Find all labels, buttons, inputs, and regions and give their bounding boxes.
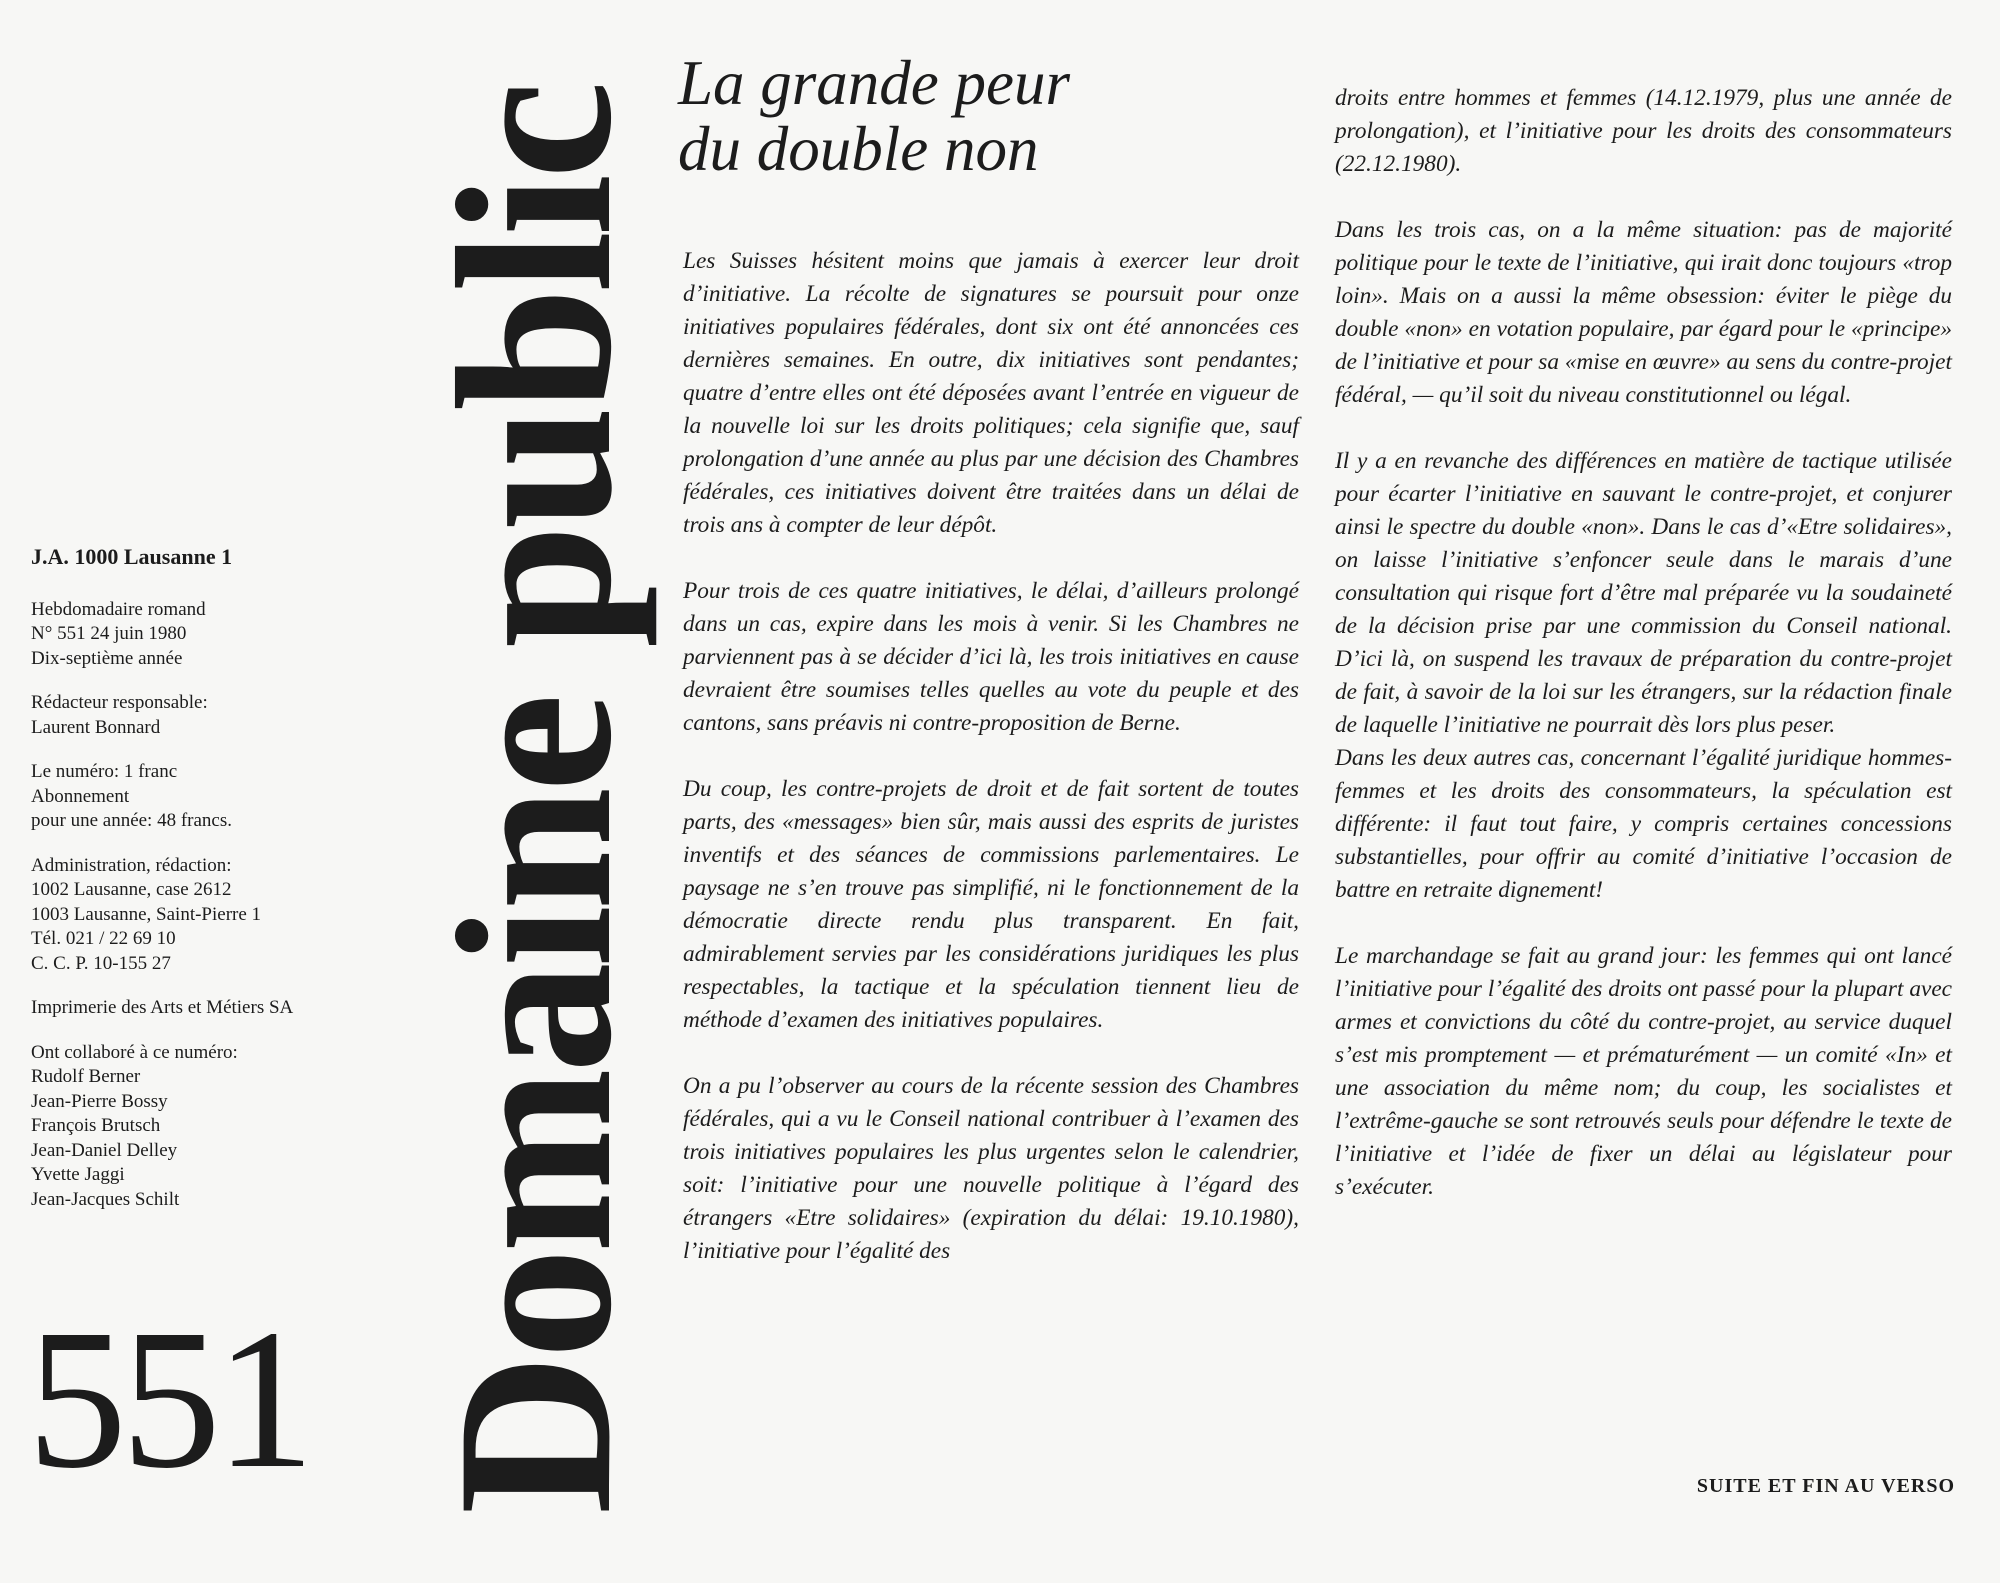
masthead-area [412,85,658,1515]
price-info [31,760,381,834]
admin-ccp: C. C. P. 10-155 27 [31,952,171,974]
article-column-middle [683,245,1299,1301]
printer-info [31,996,381,1021]
article-paragraph: Le marchandage se fait au grand jour: les femmes qui ont lancé l’initiative pour l’égalité des droits ont passé pour la plupart avec armes et convictions du côté du contre-projet, au service duquel s’est mis promptement — et prématurément — un comité «In» et une association du même nom; du coup, les socialistes et l’extrême-gauche se sont retrouvés seuls pour défendre le texte de l’initiative et l’idée de fixer un délai au législateur pour s’exécuter. [1335,943,1952,1200]
admin-address-1: 1002 Lausanne, case 2612 [31,879,232,900]
contributor-name: Jean-Daniel Delley [31,1139,178,1161]
editor-name: Laurent Bonnard [31,716,161,738]
continuation-note: SUITE ET FIN AU VERSO [1696,1475,1955,1497]
subscription-label: Abonnement [31,785,130,807]
article-paragraph: On a pu l’observer au cours de la récente session des Chambres fédérales, qui a vu le Conseil national contribuer à l’examen des trois initiatives populaires les plus urgentes selon le calendrier, soit: l’initiative pour une nouvelle politique à l’égard des étrangers «Etre solidaires» (expiration du délai: 19.10.1980), l’initiative pour l’égalité des [683,1073,1299,1264]
contributors-label: Ont collaboré à ce numéro: [31,1041,238,1063]
subscription-price: pour une année: 48 francs. [31,810,233,831]
article-paragraph: Pour trois de ces quatre initiatives, le délai, d’ailleurs prolongé dans un cas, expire dans les mois à venir. Si les Chambres ne parviennent pas à se décider d’ici là, les trois initiatives en cause devraient être soumises telles quelles au vote du peuple et des cantons, sans préavis ni contre-proposition de Berne. [683,578,1299,736]
publication-type: Hebdomadaire romand [31,598,206,620]
issue-number: 551 [27,1289,309,1510]
contributor-name: Jean-Jacques Schilt [31,1188,180,1210]
article-paragraph: Les Suisses hésitent moins que jamais à exercer leur droit d’initiative. La récolte de signatures se poursuit pour onze initiatives populaires fédérales, dont six ont été annoncées ces dernières semaines. En outre, dix initiatives sont pendantes; quatre d’entre elles ont été déposées avant l’entrée en vigueur de la nouvelle loi sur les droits politiques; cela signifie que, sauf prolongation d’une année au plus par une décision des Chambres fédérales, ces initiatives doivent être traitées dans un délai de trois ans à compter de leur dépôt. [683,248,1299,538]
article-paragraph: Il y a en revanche des différences en matière de tactique utilisée pour écarter l’initiative en sauvant le contre-projet, et conjurer ainsi le spectre du double «non». Dans le cas d’«Etre solidaires», on laisse l’initiative s’enfoncer seule dans le marais d’une consultation qui risque fort d’être mal préparée vu la soudaineté de la décision prise par une commission du Conseil national. D’ici là, on suspend les travaux de préparation du contre-projet de fait, à savoir de la loi sur les étrangers, sur la rédaction finale de laquelle l’initiative ne pourrait dès lors plus peser. [1335,448,1952,738]
admin-phone: Tél. 021 / 22 69 10 [31,928,176,949]
article-paragraph: Dans les trois cas, on a la même situation: pas de majorité politique pour le texte de l’initiative, qui irait donc toujours «trop loin». Mais on a aussi la même obsession: éviter le piège du double «non» en votation populaire, par égard pour le «principe» de l’initiative et pour sa «mise en œuvre» au sens du contre-projet fédéral, — qu’il soit du niveau constitutionnel ou légal. [1335,217,1952,408]
printer-name: Imprimerie des Arts et Métiers SA [31,997,294,1018]
contributor-name: Yvette Jaggi [31,1164,125,1185]
article-paragraph: Dans les deux autres cas, concernant l’égalité juridique hommes-femmes et les droits des consommateurs, la spéculation est différente: il faut tout faire, y compris certaines concessions substantielles, pour offrir au comité d’initiative l’occasion de battre en retraite dignement! [1335,745,1952,903]
article-paragraph: Du coup, les contre-projets de droit et de fait sortent de toutes parts, des «messages» bien sûr, mais aussi des esprits de juristes inventifs et des séances de commissions parlementaires. Le paysage ne s’en trouve pas simplifié, ni le fonctionnement de la démocratie directe rendu plus transparent. En fait, admirablement servies par les considérations juridiques les plus respectables, la tactique et la spéculation tiennent lieu de méthode d’examen des initiatives populaires. [683,776,1299,1033]
article-title-line: du double non [678,114,1039,184]
admin-label: Administration, rédaction: [31,854,232,876]
contributors [31,1041,381,1213]
article-column-right [1335,82,1952,1237]
publication-year: Dix-septième année [31,647,183,669]
article-title-line: La grande peur [678,48,1070,118]
admin-address-2: 1003 Lausanne, Saint-Pierre 1 [31,903,262,925]
single-price: Le numéro: 1 franc [31,761,178,782]
article-title [678,50,1198,182]
admin-info [31,854,381,977]
article-paragraph: droits entre hommes et femmes (14.12.1979, plus une année de prolongation), et l’initiative pour les droits des consommateurs (22.12.1980). [1335,85,1952,177]
contributor-name: Rudolf Berner [31,1066,141,1087]
editor-label: Rédacteur responsable: [31,692,208,713]
contributor-name: François Brutsch [31,1115,161,1136]
publication-info [31,545,381,1232]
contributor-name: Jean-Pierre Bossy [31,1090,168,1112]
editor-info [31,691,381,740]
postal-mark: J.A. 1000 Lausanne 1 [31,544,233,569]
issue-date: N° 551 24 juin 1980 [31,623,187,644]
masthead-title: Domaine public [412,85,658,1515]
publication-details [31,598,381,672]
